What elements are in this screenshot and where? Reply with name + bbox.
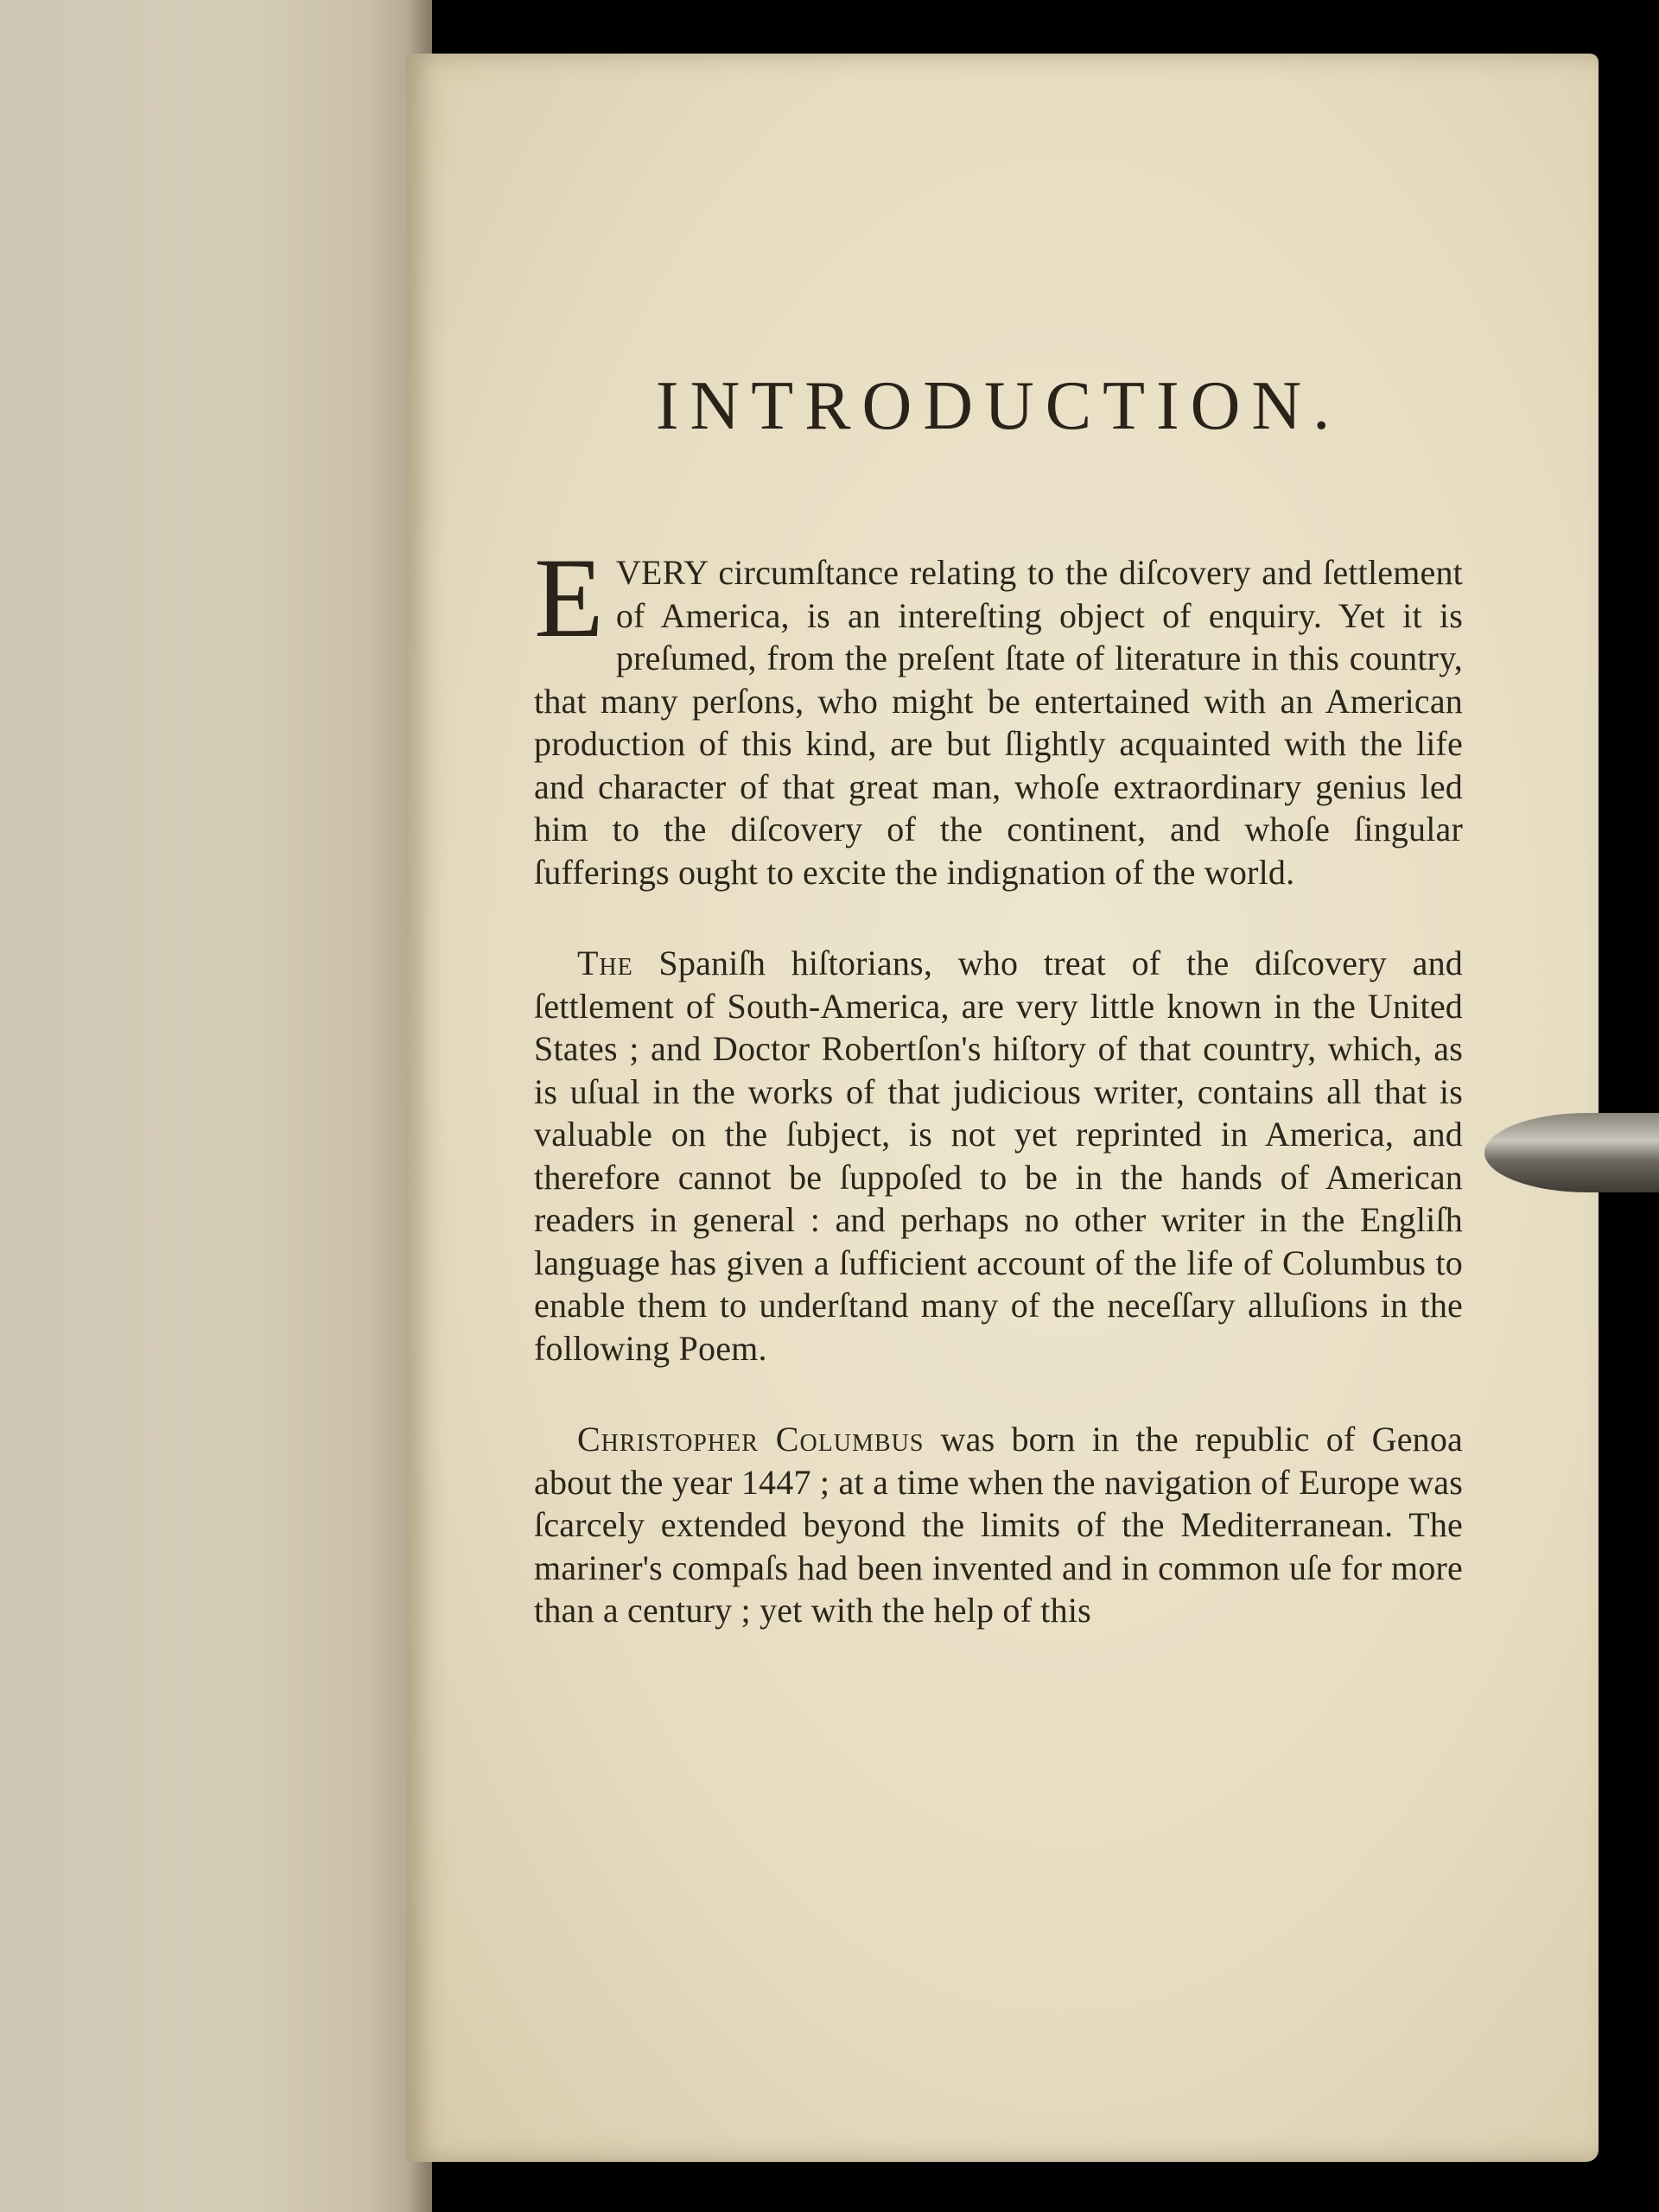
paragraph-1-lead: VERY xyxy=(615,553,708,592)
page-title: INTRODUCTION. xyxy=(655,368,1342,444)
paragraph-3-text: was born in the republic of Genoa about the year 1447 ; at a time when the navigation of Europe was ſcarcely extended beyond the limits of the Mediterranean. The mariner's compaſs had been invented and in common uſe for more than a century ; yet with the help of this xyxy=(534,1420,1464,1630)
paragraph-2 xyxy=(534,942,1463,1370)
paragraph-1-text: circumſtance relating to the diſcovery and ſettlement of America, is an intereſting object of enquiry. Yet it is preſumed, from the preſent ſtate of literature in this country, that many perſons, who might be entertained with an American production of this kind, are but ſlightly acquainted with the life and character of that great man, whoſe extraordinary genius led him to the diſcovery of the continent, and whoſe ſingular ſufferings ought to excite the indignation of the world. xyxy=(534,553,1463,892)
page-text xyxy=(534,368,1464,1681)
paragraph-3-lead: Christopher Columbus xyxy=(577,1420,925,1459)
paragraph-2-text: Spaniſh hiſtorians, who treat of the diſcovery and ſettlement of South-America, are very little known in the United States ; and Doctor Robertſon's hiſtory of that country, which, as is uſual in the works of that judicious writer, contains all that is valuable on the ſubject, is not yet reprinted in America, and therefore cannot be ſuppoſed to be in the hands of American readers in general : and perhaps no other writer in the Engliſh language has given a ſufficient account of the life of Columbus to enable them to underſtand many of the neceſſary alluſions in the following Poem. xyxy=(534,944,1463,1368)
left-page-edge xyxy=(0,0,432,2212)
paragraph-2-lead: The xyxy=(577,944,633,982)
paragraph-1 xyxy=(534,534,1463,893)
paragraph-3 xyxy=(534,1418,1463,1632)
drop-cap: E xyxy=(534,534,604,661)
